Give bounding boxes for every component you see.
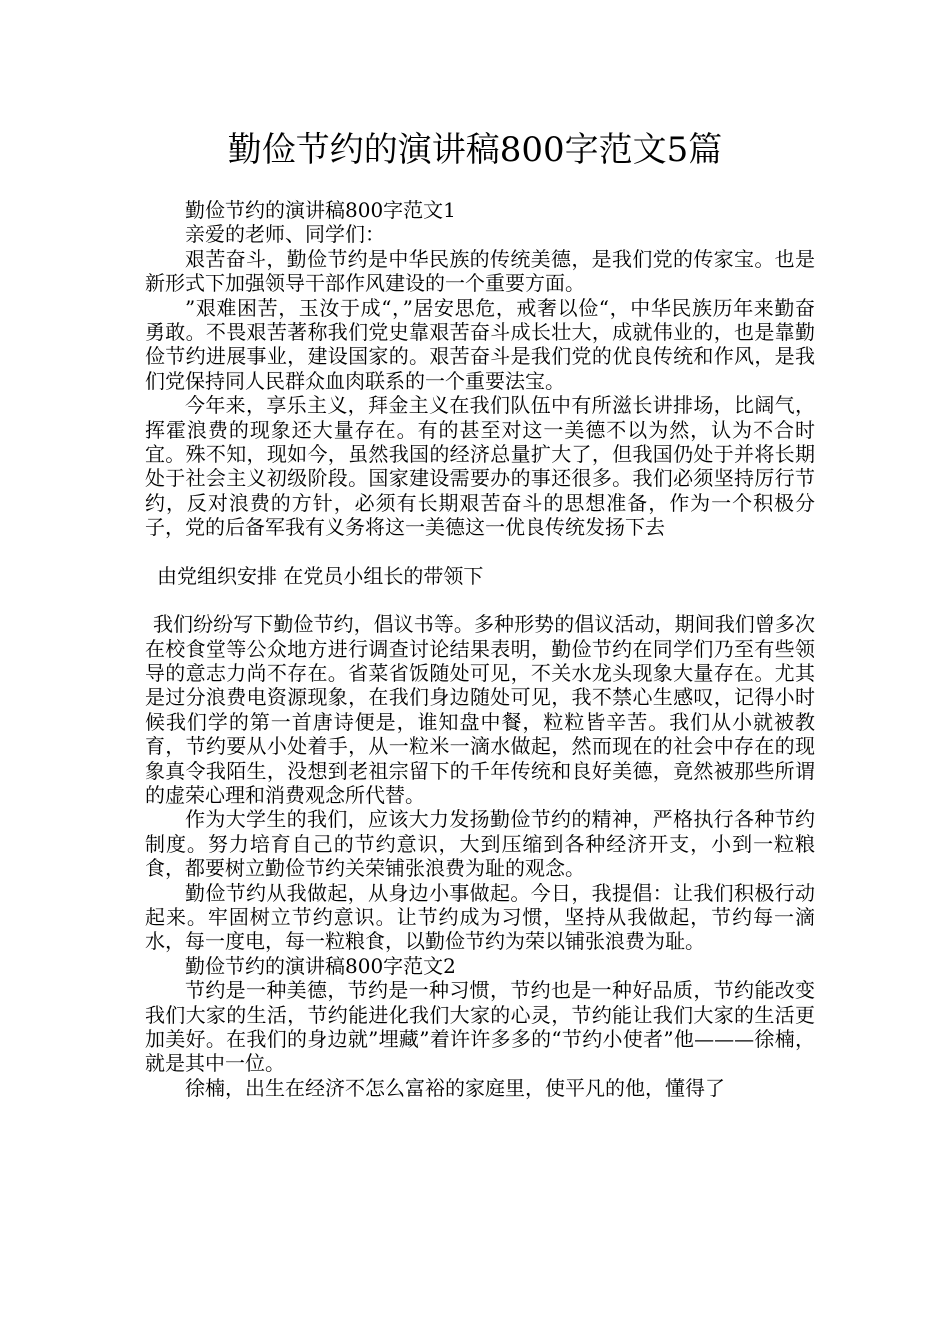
salutation: 亲爱的老师、同学们： xyxy=(185,222,385,247)
paragraph-gap xyxy=(145,540,815,564)
document-title: 勤俭节约的演讲稿800字范文5篇 xyxy=(227,130,723,170)
paragraph-9: 徐楠，出生在经济不怎么富裕的家庭里，使平凡的他，懂得了 xyxy=(185,1075,725,1100)
document-body xyxy=(145,198,815,1100)
section-heading-1: 勤俭节约的演讲稿800字范文1 xyxy=(185,198,456,222)
paragraph-2: ”艰难困苦，玉汝于成“，”居安思危，戒奢以俭“，中华民族历年来勤奋勇敢。不畏艰苦著称我们党史靠艰苦奋斗成长壮大，成就伟业的，也是靠勤俭节约进展事业，建设国家的。艰苦奋斗是我们党的优良传统和作风，是我们党保持同人民群众血肉联系的一个重要法宝。 xyxy=(145,295,815,393)
paragraph-3: 今年来，享乐主义，拜金主义在我们队伍中有所滋长讲排场，比阔气，挥霍浪费的现象还大量存在。有的甚至对这一美德不以为然，认为不合时宜。殊不知，现如今，虽然我国的经济总量扩大了，但我国仍处于并将长期处于社会主义初级阶段。国家建设需要办的事还很多。我们必须坚持厉行节约，反对浪费的方针，必须有长期艰苦奋斗的思想准备，作为一个积极分子，党的后备军我有义务将这一美德这一优良传统发扬下去 xyxy=(145,393,815,540)
paragraph-6: 作为大学生的我们，应该大力发扬勤俭节约的精神，严格执行各种节约制度。努力培育自己的节约意识，大到压缩到各种经济开支，小到一粒粮食，都要树立勤俭节约关荣铺张浪费为耻的观念。 xyxy=(145,807,815,881)
paragraph-8: 节约是一种美德，节约是一种习惯，节约也是一种好品质，节约能改变我们大家的生活，节约能进化我们大家的心灵，节约能让我们大家的生活更加美好。在我们的身边就”埋藏”着许许多多的“节约小使者”他———徐楠，就是其中一位。 xyxy=(145,978,815,1076)
paragraph-7: 勤俭节约从我做起，从身边小事做起。今日，我提倡：让我们积极行动起来。牢固树立节约意识。让节约成为习惯，坚持从我做起，节约每一滴水，每一度电，每一粒粮食，以勤俭节约为荣以铺张浪费为耻。 xyxy=(145,880,815,954)
paragraph-5: 我们纷纷写下勤俭节约，倡议书等。多种形势的倡议活动，期间我们曾多次在校食堂等公众地方进行调查讨论结果表明，勤俭节约在同学们乃至有些领导的意志力尚不存在。省菜省饭随处可见，不关水龙头现象大量存在。尤其是过分浪费电资源现象，在我们身边随处可见，我不禁心生感叹，记得小时候我们学的第一首唐诗便是，谁知盘中餐，粒粒皆辛苦。我们从小就被教育，节约要从小处着手，从一粒米一滴水做起，然而现在的社会中存在的现象真令我陌生，没想到老祖宗留下的千年传统和良好美德，竟然被那些所谓的虚荣心理和消费观念所代替。 xyxy=(145,612,815,807)
section-heading-2: 勤俭节约的演讲稿800字范文2 xyxy=(185,953,456,978)
paragraph-4: 由党组织安排 在党员小组长的带领下 xyxy=(157,563,484,588)
paragraph-1: 艰苦奋斗，勤俭节约是中华民族的传统美德，是我们党的传家宝。也是新形式下加强领导干部作风建设的一个重要方面。 xyxy=(145,246,815,296)
paragraph-gap xyxy=(145,588,815,612)
